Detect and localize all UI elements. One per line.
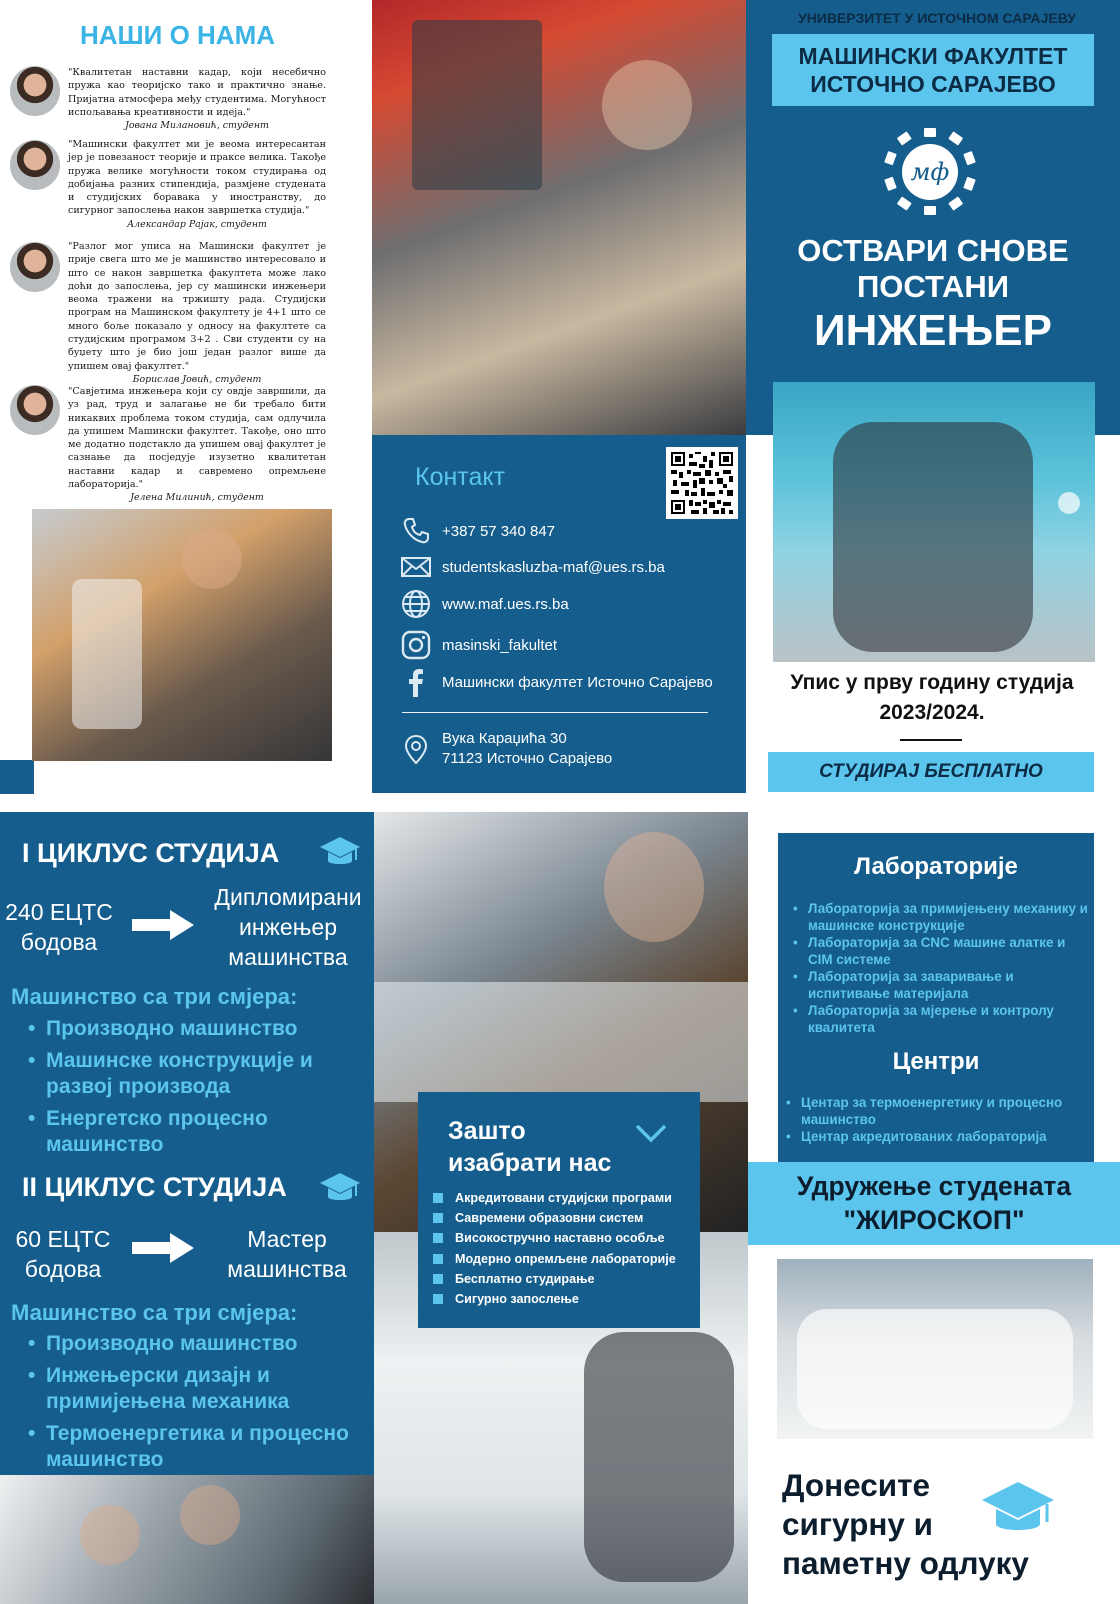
divider <box>900 739 962 741</box>
centers-title: Центри <box>892 1048 980 1075</box>
enrolment-line1: Упис у прву годину студија <box>790 671 1074 694</box>
testimonial-author: Борислав Јовић, студент <box>132 373 262 385</box>
testimonial-text: "Савјетима инжењера који су овдје завршили, да уз рад, труд и залагање не би требало бити никаквих проблема током студија, сам одлучила да упишем Машински факултет. Такође, оно што ме додатно подстакло да упишем овај факултет је сазнање да посједује изузетно квалитетан наставни кадар и савремено опремљене лабораторија." <box>68 386 326 491</box>
contact-email[interactable] <box>400 551 665 583</box>
testimonial-3 <box>8 240 326 386</box>
testimonial-1 <box>8 66 326 132</box>
labs-title: Лабораторије <box>854 853 1018 880</box>
corner-block <box>0 760 34 794</box>
divider <box>402 712 708 713</box>
envelope-icon <box>400 551 432 583</box>
cycle2-modules-list <box>28 1331 368 1479</box>
list-item: • Енергетско процесно машинство <box>28 1106 368 1158</box>
cycle2-modules-title: Машинство са три смјера: <box>11 1300 298 1325</box>
website-url: www.maf.ues.rs.ba <box>442 595 569 613</box>
cycle1-ects-unit: бодова <box>20 929 98 955</box>
why-us-title-line2: изабрати нас <box>448 1149 612 1177</box>
testimonials-title: НАШИ О НАМА <box>79 20 276 50</box>
list-item: Модерно опремљене лабораторије <box>432 1249 694 1269</box>
graduation-cap-icon <box>318 1170 362 1206</box>
cycle2-title: II ЦИКЛУС СТУДИЈА <box>22 1172 287 1202</box>
association-line1: Удружење студената <box>796 1171 1072 1201</box>
enrolment-text <box>762 668 1102 728</box>
graduation-cap-icon <box>980 1478 1056 1538</box>
cycle1-degree <box>208 882 368 972</box>
faculty-name-box <box>772 34 1094 106</box>
photo-students-robot-arm <box>32 509 332 761</box>
cycle2-degree-line1: Мастер <box>247 1226 327 1252</box>
photo-group-lab-coats <box>777 1259 1093 1439</box>
list-item: • Машинске конструкције и развој производа <box>28 1048 368 1100</box>
address-street: Вука Караџића 30 <box>442 730 567 747</box>
chevron-down-icon <box>634 1122 668 1144</box>
list-item: Високостручно наставно особље <box>432 1228 694 1248</box>
closing-line2: сигурну и <box>782 1506 934 1542</box>
slogan-line1: ОСТВАРИ СНОВЕ <box>797 233 1069 268</box>
testimonial-author: Јована Милановић, студент <box>125 120 269 132</box>
contact-website[interactable] <box>400 588 569 620</box>
list-item: Акредитовани студијски програми <box>432 1188 694 1208</box>
cycle2-ects <box>8 1224 118 1284</box>
centers-list <box>785 1094 1085 1145</box>
cycle2-ects-value: 60 ЕЦТС <box>15 1226 111 1252</box>
slogan <box>772 233 1094 357</box>
avatar <box>10 140 60 190</box>
cycle2-degree <box>212 1224 362 1284</box>
contact-address <box>400 729 612 769</box>
list-item: Бесплатно студирање <box>432 1269 694 1289</box>
email-address: studentskasluzba-maf@ues.rs.ba <box>442 558 665 576</box>
association-line2: "ЖИРОСКОП" <box>843 1205 1025 1235</box>
cycle1-modules-title: Машинство са три смјера: <box>11 984 298 1009</box>
contact-facebook[interactable] <box>400 666 713 698</box>
avatar <box>10 66 60 116</box>
cycle1-ects <box>4 897 114 957</box>
cycle1-degree-line2: инжењер <box>239 914 337 940</box>
why-us-title <box>448 1115 611 1179</box>
list-item: • Производно машинство <box>28 1016 368 1042</box>
cycle1-title: I ЦИКЛУС СТУДИЈА <box>22 838 280 868</box>
slogan-line2: ПОСТАНИ <box>856 269 1010 304</box>
cycle1-ects-value: 240 ЕЦТС <box>5 899 113 925</box>
testimonial-author: Јелена Милинић, студент <box>130 492 264 504</box>
testimonial-2 <box>8 138 326 231</box>
photo-cnc-machine-student <box>372 0 746 435</box>
phone-number: +387 57 340 847 <box>442 522 556 540</box>
slogan-line3: ИНЖЕЊЕР <box>814 306 1052 355</box>
address-city: 71123 Источно Сарајево <box>442 750 613 767</box>
testimonial-author: Александар Рајак, студент <box>127 218 267 230</box>
list-item: • Лабораторија за заваривање и испитивање материјала <box>792 968 1092 1002</box>
facebook-page: Машински факултет Источно Сарајево <box>442 673 713 691</box>
list-item: • Центар за термоенергетику и процесно машинство <box>785 1094 1085 1128</box>
globe-icon <box>400 588 432 620</box>
list-item: • Термоенергетика и процесно машинство <box>28 1421 368 1473</box>
facebook-icon <box>400 666 432 698</box>
why-us-list <box>432 1188 694 1309</box>
list-item: • Центар акредитованих лабораторија <box>785 1128 1085 1145</box>
list-item: • Лабораторија за CNC машине алатке и CIM системе <box>792 934 1092 968</box>
avatar <box>10 242 60 292</box>
instagram-icon <box>400 629 432 661</box>
study-free-banner: СТУДИРАЈ БЕСПЛАТНО <box>768 752 1094 792</box>
location-pin-icon <box>400 729 432 769</box>
cycle1-degree-line3: машинства <box>228 944 348 970</box>
list-item: • Лабораторија за мјерење и контролу квалитета <box>792 1002 1092 1036</box>
list-item: Сигурно запослење <box>432 1289 694 1309</box>
photo-computer-lab <box>0 1475 374 1604</box>
avatar <box>10 385 60 435</box>
logo-text: мф <box>910 158 950 186</box>
labs-list <box>792 900 1092 1036</box>
testimonial-text: "Разлог мог уписа на Машински факултет је прије свега што ме је машинство интересовало и што се након завршетка факултета може лако доћи до запослења, јер су машински инжењери веома тражени на тржишту рада. Студијски програм на Машинском факултету је 4+1 што се много боље показало у односу на факултете са студијским програмом 3+2 . Сви студенти су на буџету што је био још један разлог више да упишем овај факултет." <box>68 241 326 372</box>
arrow-right-icon <box>130 907 196 943</box>
contact-instagram[interactable] <box>400 629 557 661</box>
why-us-title-line1: Зашто <box>448 1117 526 1145</box>
list-item: • Производно машинство <box>28 1331 368 1357</box>
arrow-right-icon <box>130 1230 196 1266</box>
testimonial-4 <box>8 385 326 504</box>
phone-icon <box>400 515 432 547</box>
university-name: УНИВЕРЗИТЕТ У ИСТОЧНОМ САРАЈЕВУ <box>797 10 1077 26</box>
graduation-cap-icon <box>318 834 362 870</box>
cycle1-degree-line1: Дипломирани <box>214 884 362 910</box>
contact-phone[interactable] <box>400 515 555 547</box>
list-item: • Лабораторија за примијењену механику и машинске конструкције <box>792 900 1092 934</box>
instagram-handle: masinski_fakultet <box>442 636 558 654</box>
faculty-logo <box>880 126 980 218</box>
cycle2-ects-unit: бодова <box>24 1256 102 1282</box>
faculty-name-line2: ИСТОЧНО САРАЈЕВО <box>810 71 1056 97</box>
list-item: Савремени образовни систем <box>432 1208 694 1228</box>
testimonial-text: "Квалитетан наставни кадар, који несебично пружа као теоријско тако и практично знање. Пријатна атмосфера међу студентима. Могућност испољавања креативности и идеја." <box>68 67 326 118</box>
photo-students-reading <box>773 382 1095 662</box>
cycle1-modules-list <box>28 1016 368 1164</box>
cycle2-degree-line2: машинства <box>227 1256 347 1282</box>
closing-line3: паметну одлуку <box>782 1545 1029 1581</box>
enrolment-year: 2023/2024. <box>879 701 985 724</box>
list-item: • Инжењерски дизајн и примијењена механика <box>28 1363 368 1415</box>
testimonial-text: "Машински факултет ми је веома интересантан јер је повезаност теорије и праксе велика. Такође пружа велике могућности током студирања од добијања разних стипендија, размјене студената и студијских боравака у иностранству, до сигурног запослења након завршетка студија." <box>68 139 326 217</box>
closing-line1: Донесите <box>782 1467 931 1503</box>
student-association-banner <box>748 1162 1120 1245</box>
contact-title: Контакт <box>415 463 506 491</box>
faculty-name-line1: МАШИНСКИ ФАКУЛТЕТ <box>798 43 1068 69</box>
qr-code-icon[interactable] <box>666 447 738 519</box>
